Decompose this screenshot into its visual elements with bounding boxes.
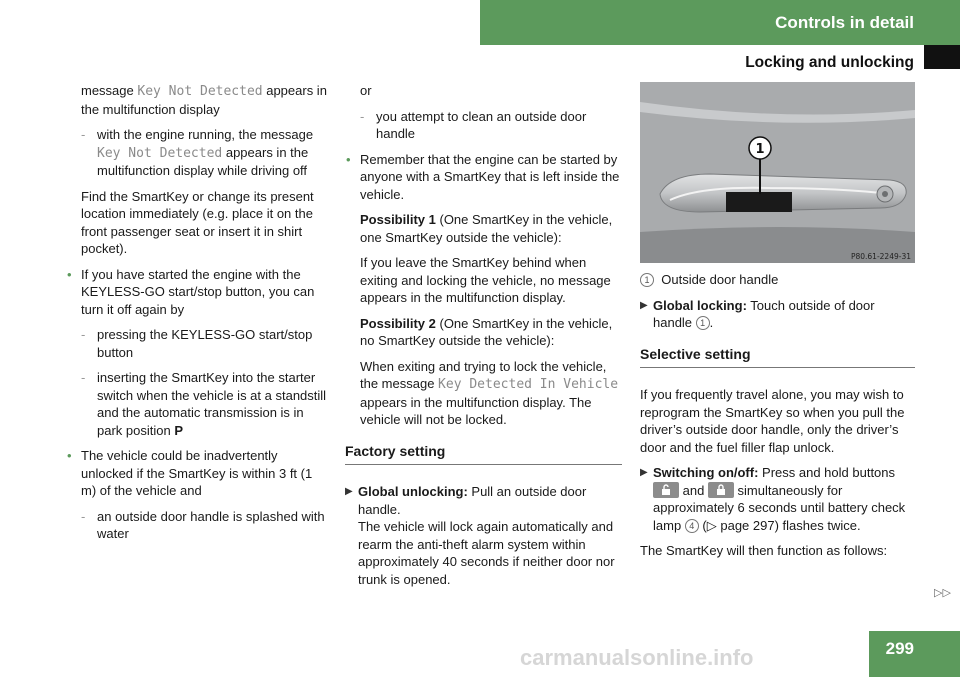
lock-icon bbox=[708, 482, 734, 498]
dash-item-engine-running: - with the engine running, the message Key Not Detected appears in the multifunction display while driving off bbox=[81, 127, 314, 178]
unlock-icon bbox=[653, 482, 679, 498]
possibility-1-body: If you leave the SmartKey behind when exiting and locking the vehicle, no message appears in the multifunction display. bbox=[360, 255, 611, 305]
global-locking-step: ▶ Global locking: Touch outside of door handle 1 . bbox=[640, 297, 875, 330]
step-arrow-icon: ▶ bbox=[640, 467, 648, 478]
page-ref-arrow-icon: ▷ bbox=[706, 517, 717, 533]
bullet-icon: • bbox=[67, 448, 72, 463]
column-3 bbox=[640, 82, 915, 568]
dash-item-inserting: - inserting the SmartKey into the starter switch when the vehicle is at a standstill and the automatic transmission is in park position P bbox=[81, 370, 327, 438]
bullet-keyless-go: • If you have started the engine with the KEYLESS-GO start/stop button, you can turn it off again by bbox=[67, 266, 315, 317]
header-tab-marker bbox=[924, 45, 960, 69]
door-handle-illustration bbox=[640, 82, 915, 263]
callout-number: 1 bbox=[640, 273, 654, 287]
watermark: carmanualsonline.info bbox=[520, 645, 754, 670]
possibility-2: Possibility 2 (One SmartKey in the vehicle, no SmartKey outside the vehicle): bbox=[360, 315, 613, 348]
bullet-remember: • Remember that the engine can be started by anyone with a SmartKey that is left inside the vehicle. bbox=[346, 151, 620, 202]
section-header-band bbox=[480, 0, 960, 45]
section-title: Controls in detail bbox=[775, 13, 914, 32]
photo-caption: 1 Outside door handle bbox=[640, 271, 915, 289]
step-arrow-icon: ▶ bbox=[640, 299, 648, 311]
possibility-1: Possibility 1 (One SmartKey in the vehicle, one SmartKey outside the vehicle): bbox=[360, 212, 613, 245]
continue-marker: ▷▷ bbox=[934, 587, 951, 599]
paragraph-find-smartkey: Find the SmartKey or change its present location immediately (e.g. place it on the front passenger seat or insert it in shirt pocket). bbox=[81, 188, 314, 256]
dash-item-splashed: - an outside door handle is splashed with water bbox=[81, 508, 325, 541]
step-arrow-icon: ▶ bbox=[345, 486, 353, 497]
dash-item-clean-handle: - you attempt to clean an outside door handle bbox=[360, 108, 587, 141]
callout-number: 1 bbox=[696, 316, 710, 330]
photo-code: P80.61-2249-31 bbox=[850, 252, 911, 261]
page-number: 299 bbox=[885, 639, 914, 658]
display-message: Key Not Detected bbox=[97, 145, 223, 161]
selective-setting-body: If you frequently travel alone, you may wish to reprogram the SmartKey so when you pull the driver’s outside door handle, only the driver’s door and the fuel filler flap unlock. bbox=[640, 387, 905, 455]
global-unlocking-step: ▶ Global unlocking: Pull an outside door handle. The vehicle will lock again automatically and rearm the anti-theft alarm system within approximately 40 seconds if neither door nor trunk is opened. bbox=[345, 484, 615, 587]
photo-callout: 1 bbox=[755, 142, 765, 157]
switching-on-off-step: ▶ Switching on/off: Press and hold buttons and simultaneously for approximately 6 seconds until battery check lamp 4 (▷ page 297) flashes twice. bbox=[640, 465, 906, 533]
factory-setting-heading: Factory setting bbox=[345, 443, 622, 466]
subsection-title: Locking and unlocking bbox=[745, 54, 914, 71]
display-message: Key Detected In Vehicle bbox=[438, 377, 619, 392]
column-2 bbox=[345, 82, 622, 596]
paragraph-key-not-detected: message Key Not Detected appears in the multifunction display bbox=[81, 83, 327, 117]
page-number-box bbox=[869, 631, 960, 677]
dash-item-pressing: - pressing the KEYLESS-GO start/stop button bbox=[81, 327, 313, 360]
column-1 bbox=[66, 82, 330, 551]
door-handle-photo bbox=[640, 82, 915, 263]
display-message: Key Not Detected bbox=[137, 84, 263, 99]
final-paragraph: The SmartKey will then function as follows: bbox=[640, 543, 888, 558]
bullet-icon: • bbox=[67, 266, 72, 282]
bullet-inadvertently-unlocked: • The vehicle could be inadvertently unlocked if the SmartKey is within 3 ft (1 m) of the vehicle and bbox=[67, 448, 313, 498]
bullet-icon: • bbox=[346, 151, 351, 167]
possibility-2-body: When exiting and trying to lock the vehicle, the message Key Detected In Vehicle appears in the multifunction display. The vehicle will not be locked. bbox=[360, 358, 619, 427]
or-text: or bbox=[360, 83, 372, 98]
callout-number: 4 bbox=[685, 519, 699, 533]
selective-setting-heading: Selective setting bbox=[640, 346, 915, 369]
